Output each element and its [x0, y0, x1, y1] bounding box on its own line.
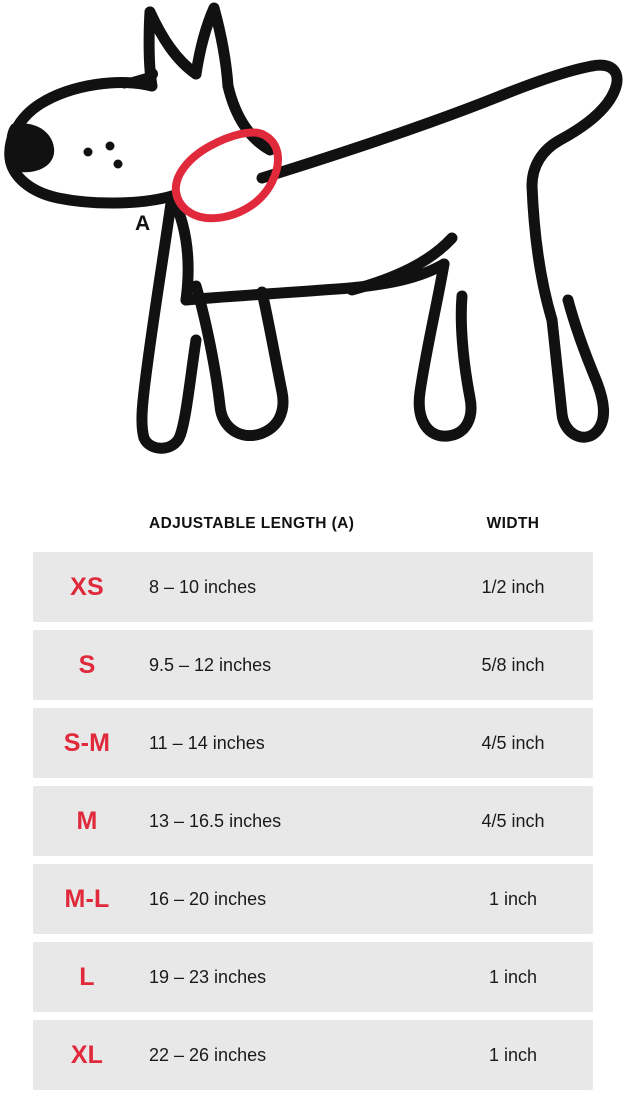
header-width: WIDTH [486, 515, 540, 532]
cell-width: 4/5 inch [481, 732, 545, 753]
cell-size: M-L [64, 884, 110, 913]
measure-label-a: A [135, 212, 151, 235]
cell-size: L [79, 962, 95, 991]
table-header-row [33, 500, 593, 552]
cell-width: 1 inch [488, 1044, 538, 1065]
dog-illustration [0, 0, 626, 480]
cell-length: 16 – 20 inches [149, 888, 267, 909]
table-row [33, 1020, 593, 1090]
cell-length: 11 – 14 inches [149, 732, 265, 753]
table-row [33, 552, 593, 622]
table-row [33, 786, 593, 856]
cell-size: S [78, 650, 96, 679]
header-adjustable-length: ADJUSTABLE LENGTH (A) [149, 515, 355, 532]
cell-width: 1/2 inch [481, 576, 545, 597]
table-row [33, 864, 593, 934]
cell-length: 13 – 16.5 inches [149, 810, 282, 831]
cell-length: 19 – 23 inches [149, 966, 267, 987]
cell-width: 5/8 inch [481, 654, 545, 675]
table-row [33, 942, 593, 1012]
cell-size: S-M [63, 728, 111, 757]
cell-length: 8 – 10 inches [149, 576, 257, 597]
cell-size: M [76, 806, 98, 835]
cell-size: XL [70, 1040, 104, 1069]
cell-width: 1 inch [488, 966, 538, 987]
cell-length: 22 – 26 inches [149, 1044, 267, 1065]
cell-length: 9.5 – 12 inches [149, 654, 272, 675]
table-row [33, 708, 593, 778]
table-row [33, 630, 593, 700]
cell-width: 4/5 inch [481, 810, 545, 831]
cell-size: XS [70, 572, 104, 601]
size-table [33, 500, 593, 1098]
cell-width: 1 inch [488, 888, 538, 909]
